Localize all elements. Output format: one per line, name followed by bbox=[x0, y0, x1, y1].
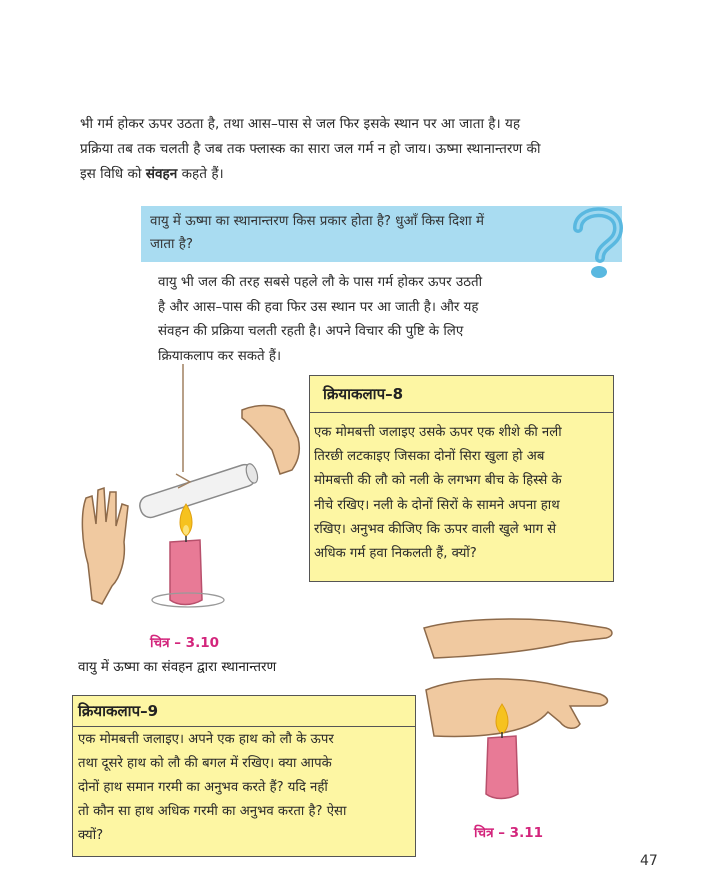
figure-3-10-label: चित्र – 3.10 bbox=[150, 635, 219, 651]
term-convection: संवहन bbox=[145, 166, 178, 182]
activity-8-title: क्रियाकलाप–8 bbox=[323, 385, 404, 403]
body-line-3: इस विधि को संवहन कहते हैं। bbox=[80, 166, 224, 182]
question-text bbox=[150, 210, 570, 256]
answer-line-3: संवहन की प्रक्रिया चलती रहती है। अपने विचार की पुष्टि के लिए bbox=[158, 324, 464, 339]
figure-3-10-illustration bbox=[66, 364, 306, 626]
activity-9-line-5: क्यों? bbox=[78, 828, 104, 843]
answer-line-2: है और आस–पास की हवा फिर उस स्थान पर आ जाती है। और यह bbox=[158, 299, 479, 315]
candle-icon-2 bbox=[486, 736, 518, 799]
body-paragraph bbox=[80, 112, 640, 187]
activity-9-text bbox=[78, 728, 412, 848]
activity-8-line-4: नीचे रखिए। नली के दोनों सिरों के सामने अपना हाथ bbox=[314, 497, 560, 513]
figure-3-11-illustration bbox=[420, 612, 620, 820]
answer-paragraph bbox=[158, 271, 570, 369]
activity-8-line-2: तिरछी लटकाइए जिसका दोनों सिरा खुला हो अब bbox=[314, 449, 545, 465]
answer-line-4: क्रियाकलाप कर सकते हैं। bbox=[158, 348, 282, 364]
figure-3-11-label: चित्र – 3.11 bbox=[474, 825, 543, 841]
page-number: 47 bbox=[640, 853, 658, 869]
activity-8-divider bbox=[309, 412, 614, 413]
upper-hand-icon bbox=[424, 619, 612, 658]
question-mark-icon bbox=[566, 198, 630, 282]
question-line-2: जाता है? bbox=[150, 237, 193, 252]
left-hand-icon bbox=[82, 488, 128, 604]
activity-8-line-1: एक मोमबत्ती जलाइए उसके ऊपर एक शीशे की नली bbox=[314, 425, 562, 440]
question-line-1: वायु में ऊष्मा का स्थानान्तरण किस प्रकार होता है? धुआँ किस दिशा में bbox=[150, 214, 484, 229]
activity-9-line-4: तो कौन सा हाथ अधिक गरमी का अनुभव करता है? ऐसा bbox=[78, 804, 347, 819]
candle-icon bbox=[170, 540, 202, 605]
activity-8-line-6: अधिक गर्म हवा निकलती हैं, क्यों? bbox=[314, 546, 477, 562]
answer-line-1: वायु भी जल की तरह सबसे पहले लौ के पास गर्म होकर ऊपर उठती bbox=[158, 275, 483, 290]
activity-8-text bbox=[314, 421, 610, 566]
activity-9-line-2: तथा दूसरे हाथ को लौ की बगल में रखिए। क्या आपके bbox=[78, 756, 332, 771]
activity-9-line-1: एक मोमबत्ती जलाइए। अपने एक हाथ को लौ के ऊपर bbox=[78, 732, 334, 747]
figure-3-10-caption: वायु में ऊष्मा का संवहन द्वारा स्थानान्तरण bbox=[78, 660, 277, 675]
activity-9-title: क्रियाकलाप–9 bbox=[78, 702, 159, 720]
body-line-1: भी गर्म होकर ऊपर उठता है, तथा आस–पास से जल फिर इसके स्थान पर आ जाता है। यह bbox=[80, 116, 521, 132]
lower-hand-icon bbox=[426, 679, 608, 737]
body-line-2: प्रक्रिया तब तक चलती है जब तक फ्लास्क का सारा जल गर्म न हो जाय। ऊष्मा स्थानान्तरण की bbox=[80, 141, 541, 157]
activity-9-divider bbox=[72, 726, 416, 727]
activity-8-line-5: रखिए। अनुभव कीजिए कि ऊपर वाली खुले भाग से bbox=[314, 521, 557, 537]
activity-9-line-3: दोनों हाथ समान गरमी का अनुभव करते हैं? यदि नहीं bbox=[78, 780, 328, 795]
activity-8-line-3: मोमबत्ती की लौ को नली के लगभग बीच के हिस्से के bbox=[314, 473, 562, 489]
glass-tube-icon bbox=[137, 461, 260, 520]
